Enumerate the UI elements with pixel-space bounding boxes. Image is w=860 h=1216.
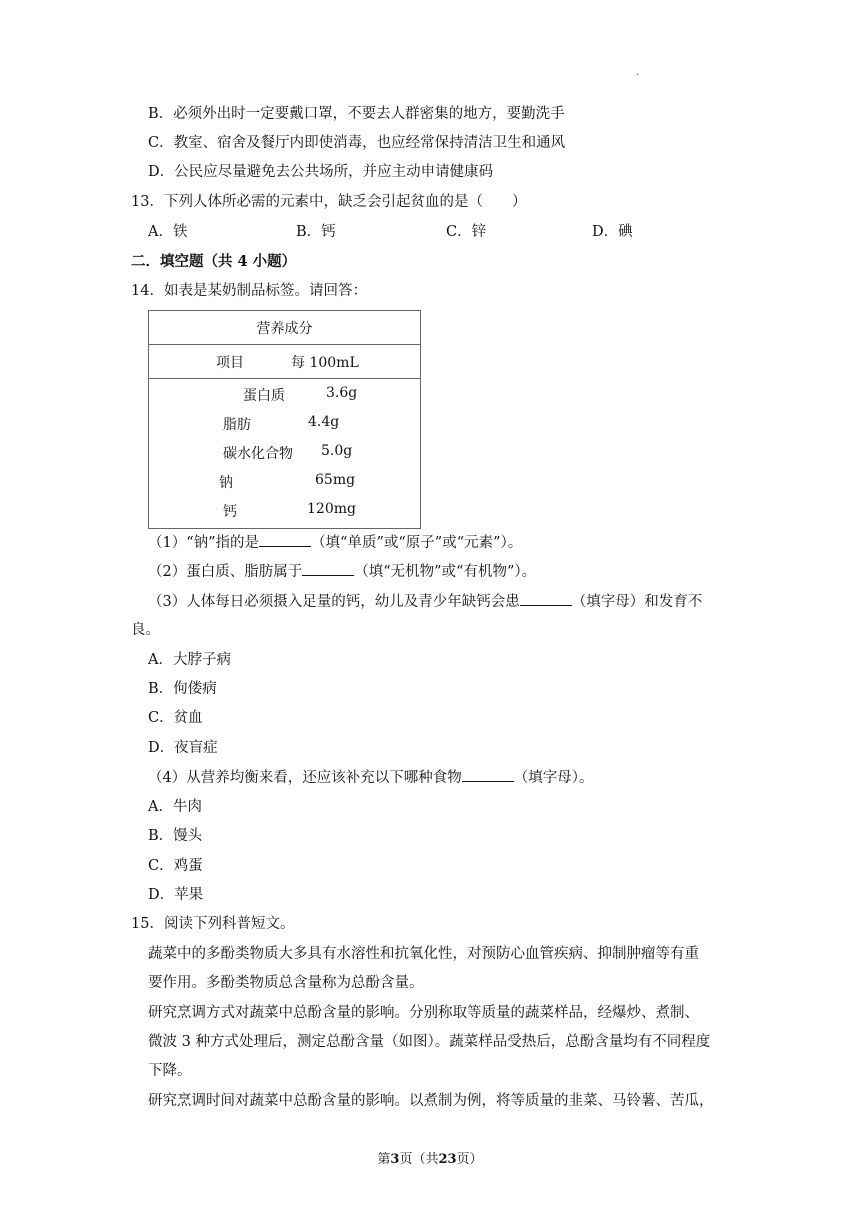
row-value: 65mg (315, 472, 356, 488)
row-name: 钙 (223, 504, 237, 520)
q14-sub3-text: （3）人体每日必须摄入足量的钙，幼儿及青少年缺钙会患 (148, 594, 520, 610)
q15-paragraph-line: 微波 3 种方式处理后，测定总酚含量（如图）。蔬菜样品受热后，总酚含量均有不同程度 (148, 1034, 711, 1050)
row-name: 蛋白质 (243, 388, 285, 404)
q14-sub3-option-b: B．佝偻病 (148, 681, 217, 697)
q13-stem: 13．下列人体所必需的元素中，缺乏会引起贫血的是（ ） (131, 194, 527, 210)
q14-sub4-option-d: D．苹果 (148, 887, 204, 903)
column-per-100ml: 每 100mL (291, 355, 359, 371)
footer-suffix: 页） (456, 1152, 483, 1167)
q12-option-c: C．教室、宿舍及餐厅内即使消毒，也应经常保持清洁卫生和通风 (148, 135, 566, 151)
row-name: 碳水化合物 (223, 446, 293, 462)
q14-sub4-option-b: B．馒头 (148, 828, 203, 844)
nutrition-table-body (149, 379, 421, 529)
q14-sub4-hint: （填字母）。 (513, 770, 594, 786)
row-value: 5.0g (321, 443, 353, 459)
footer-total-pages: 23 (438, 1152, 457, 1167)
row-value: 120mg (307, 501, 356, 517)
nutrition-table-title: 营养成分 (149, 311, 421, 345)
page-footer (0, 1148, 860, 1167)
q15-paragraph-line: 下降。 (148, 1063, 192, 1079)
q14-sub3-cont: 良。 (131, 622, 160, 638)
q14-sub3 (148, 591, 702, 612)
footer-page-number: 3 (390, 1152, 400, 1167)
answer-blank[interactable] (302, 561, 354, 576)
row-value: 4.4g (308, 414, 340, 430)
q14-sub1-hint: （填“单质”或“原子”或“元素”）。 (311, 535, 523, 551)
q14-sub2-text: （2）蛋白质、脂肪属于 (148, 564, 303, 580)
answer-blank[interactable] (259, 532, 311, 547)
section-title: 二．填空题（共 4 小题） (131, 253, 297, 270)
q15-stem: 15．阅读下列科普短文。 (131, 916, 295, 932)
q14-sub3-option-d: D．夜盲症 (148, 740, 218, 756)
nutrition-table (148, 310, 421, 529)
q15-paragraph-line: 研究烹调时间对蔬菜中总酚含量的影响。以煮制为例，将等质量的韭菜、马铃薯、苦瓜， (148, 1093, 714, 1109)
q15-paragraph-line: 研究烹调方式对蔬菜中总酚含量的影响。分别称取等质量的蔬菜样品，经爆炒、煮制、 (148, 1005, 699, 1021)
row-value: 3.6g (326, 385, 358, 401)
nutrition-table-header (149, 345, 421, 379)
q14-sub2-hint: （填“无机物”或“有机物”）。 (354, 564, 537, 580)
footer-mid: 页（共 (399, 1152, 439, 1167)
q14-sub2 (148, 561, 536, 582)
q14-sub4-option-a: A．牛肉 (148, 799, 202, 815)
header-mark: · (636, 70, 640, 81)
q13-option-b: B．钙 (296, 224, 336, 240)
q14-sub3-option-a: A．大脖子病 (148, 652, 231, 668)
row-name: 脂肪 (223, 417, 251, 433)
q15-paragraph-line: 蔬菜中的多酚类物质大多具有水溶性和抗氧化性，对预防心血管疾病、抑制肿瘤等有重 (148, 946, 699, 962)
q14-sub1 (148, 532, 522, 553)
q14-sub3-option-c: C．贫血 (148, 710, 203, 726)
q14-sub1-text: （1）“钠”指的是 (148, 535, 260, 551)
answer-blank[interactable] (462, 767, 514, 782)
q13-option-c: C．锌 (446, 224, 487, 240)
footer-prefix: 第 (377, 1152, 391, 1167)
q14-sub3-hint: （填字母）和发育不 (571, 594, 703, 610)
q13-option-a: A．铁 (148, 224, 188, 240)
answer-blank[interactable] (520, 591, 572, 606)
q15-paragraph-line: 要作用。多酚类物质总含量称为总酚含量。 (148, 975, 424, 991)
q13-options (148, 222, 748, 242)
column-item: 项目 (216, 355, 244, 371)
row-name: 钠 (219, 475, 233, 491)
q14-sub4 (148, 767, 593, 788)
q13-option-d: D．碘 (592, 224, 633, 240)
q12-option-d: D．公民应尽量避免去公共场所，并应主动申请健康码 (148, 164, 494, 180)
q14-sub4-text: （4）从营养均衡来看，还应该补充以下哪种食物 (148, 770, 462, 786)
q12-option-b: B．必须外出时一定要戴口罩，不要去人群密集的地方，要勤洗手 (148, 106, 565, 122)
q14-sub4-option-c: C．鸡蛋 (148, 858, 203, 874)
q14-stem: 14．如表是某奶制品标签。请回答： (131, 283, 367, 299)
